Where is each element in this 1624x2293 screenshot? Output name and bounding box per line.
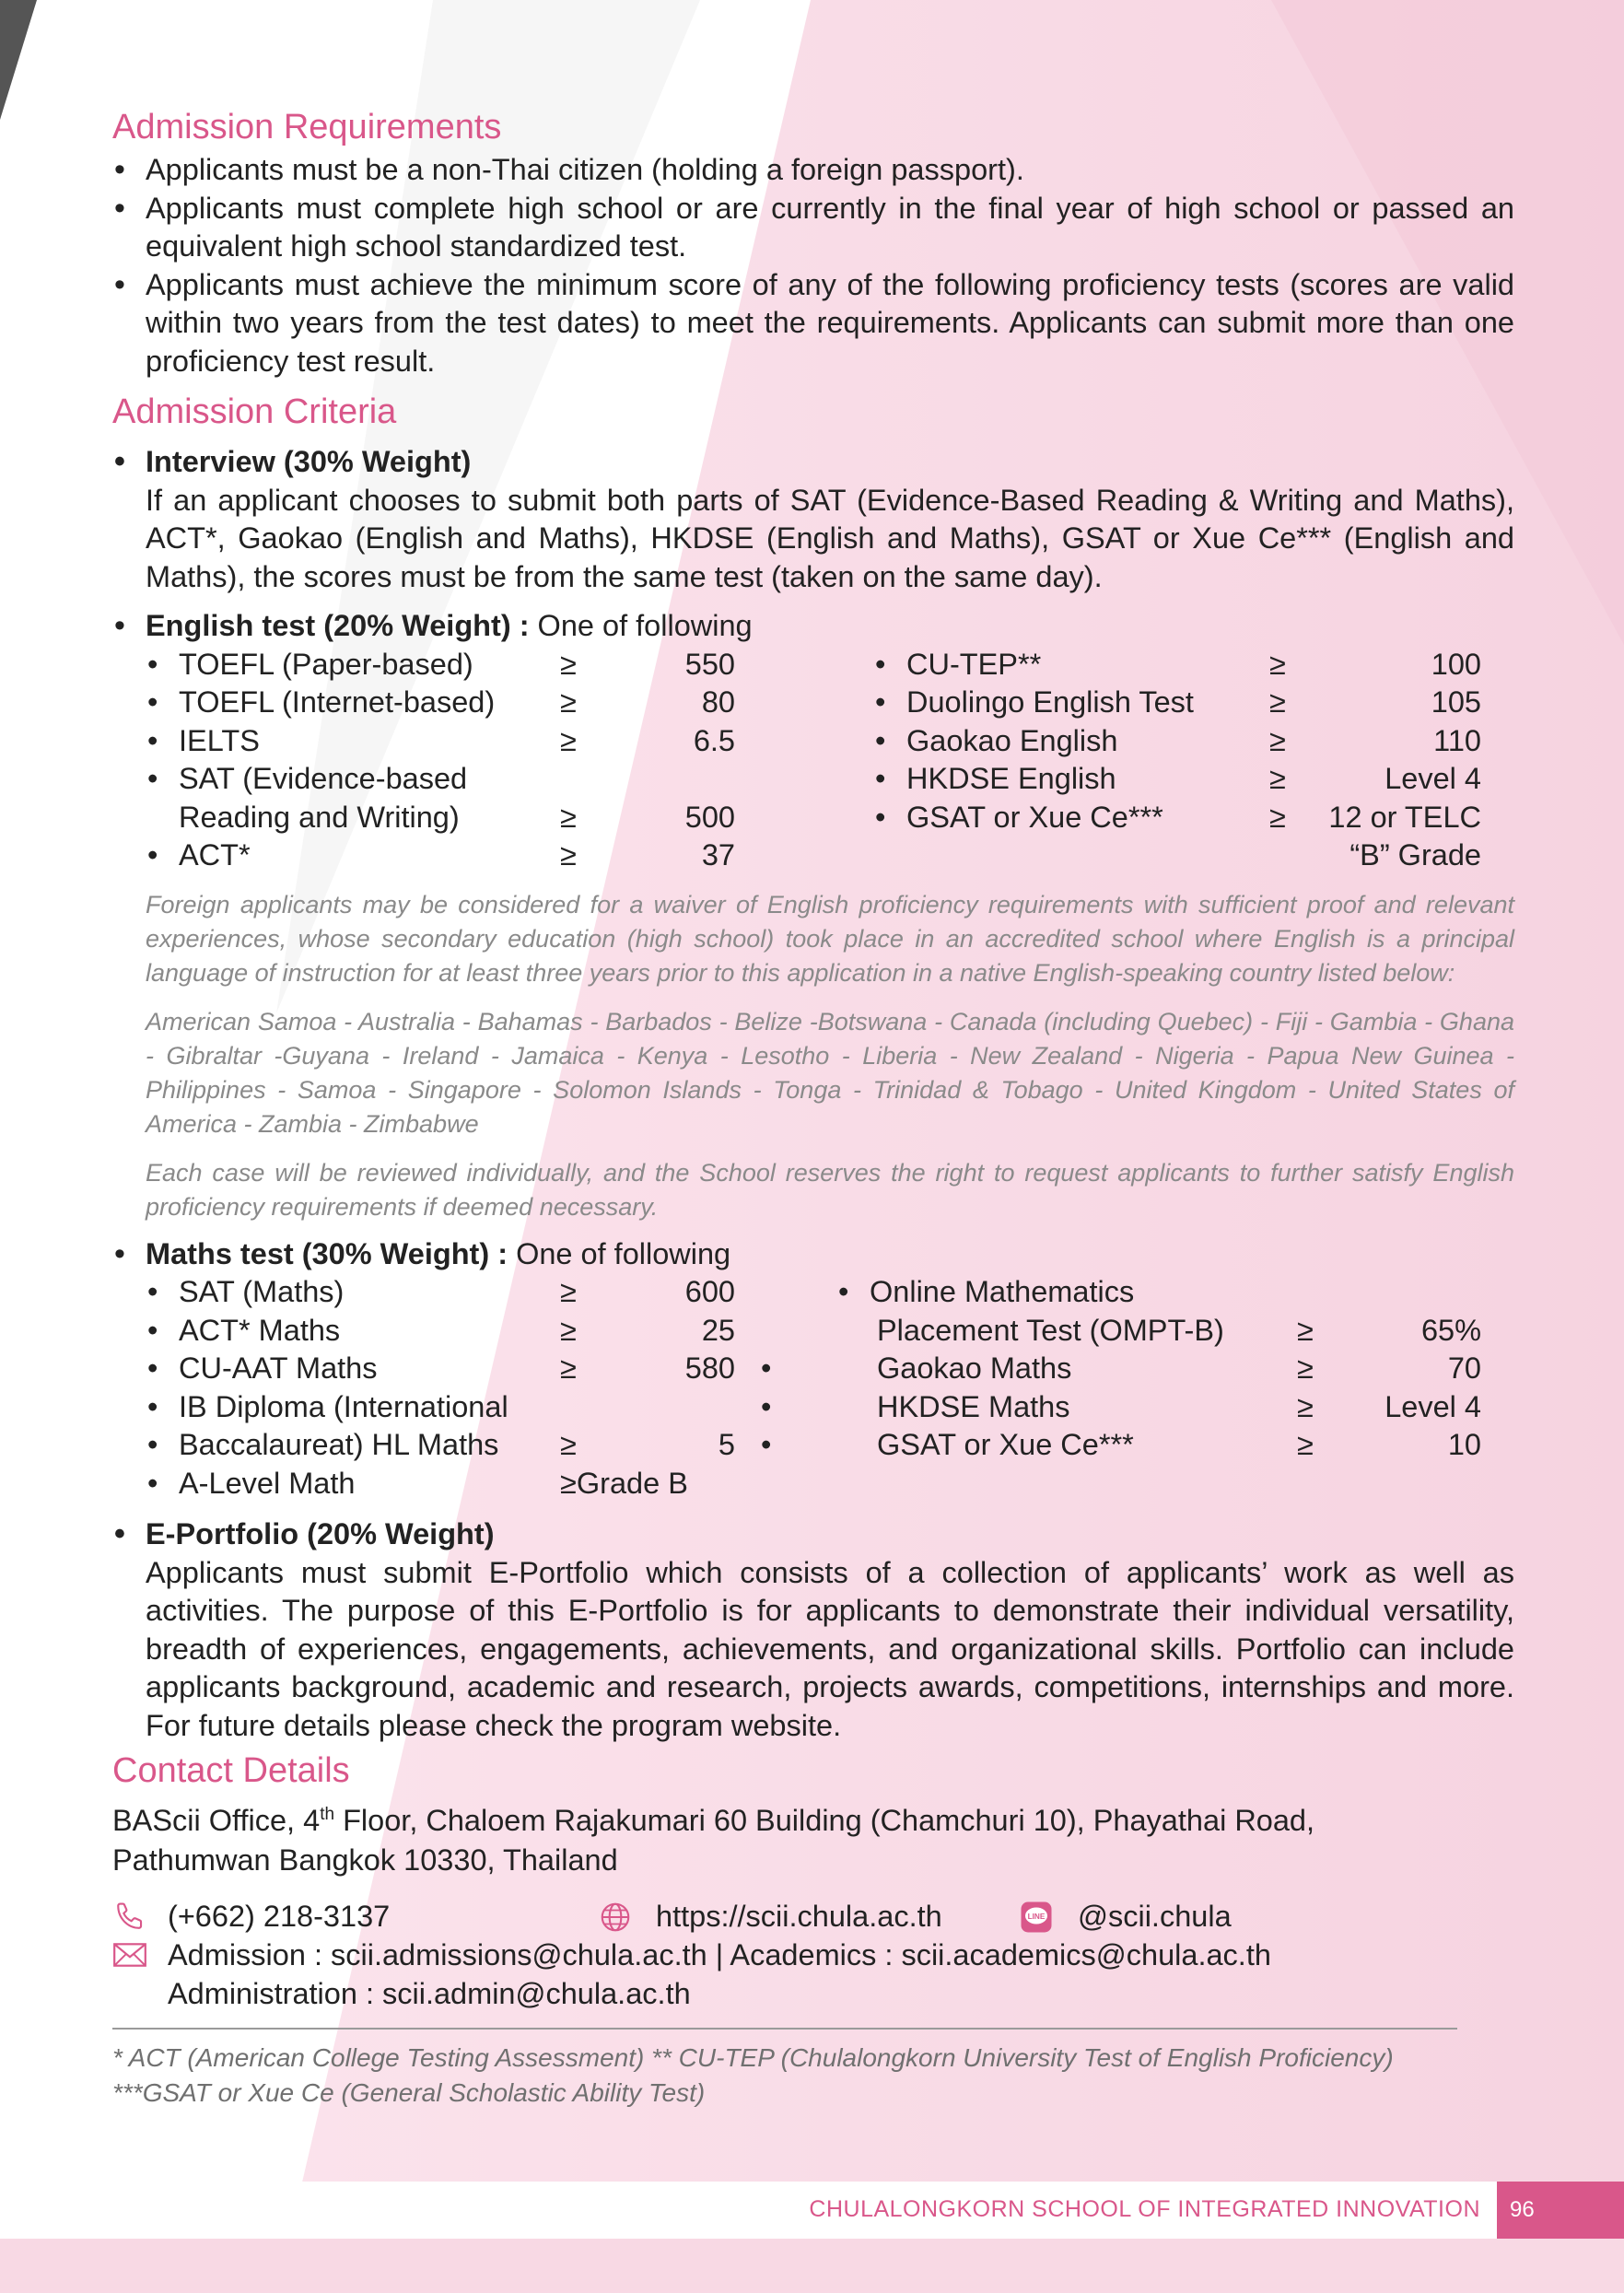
test-score: 5 (718, 1428, 735, 1461)
bullet-dot: • (147, 1313, 158, 1347)
bullet-dot: • (147, 838, 158, 872)
ge-symbol: ≥ (560, 838, 577, 872)
ge-symbol: ≥ (1297, 1389, 1314, 1423)
bullet-dot: • (875, 685, 886, 719)
bullet-dot: • (875, 647, 886, 681)
ge-symbol: ≥ (560, 685, 577, 719)
english-test-left-column (146, 646, 735, 875)
ge-symbol: ≥ (560, 800, 577, 834)
test-score: 100 (1431, 647, 1481, 681)
bullet-dot: • (147, 762, 158, 795)
test-name: Reading and Writing) (179, 800, 460, 834)
english-review-note: Each case will be reviewed individually, and the School reserves the right to request applicants to further satisfy English proficiency requirements if deemed necessary. (146, 1158, 1514, 1221)
maths-test-row (761, 1350, 1481, 1388)
test-name: GSAT or Xue Ce*** (906, 800, 1163, 834)
test-name: Baccalaureat) HL Maths (179, 1428, 499, 1461)
test-score: 65% (1420, 1313, 1481, 1347)
test-score: 80 (701, 685, 735, 719)
test-score: 6.5 (693, 723, 735, 757)
test-name: TOEFL (Internet-based) (179, 685, 496, 719)
test-name: HKDSE English (906, 762, 1116, 795)
contact-details-title: Contact Details (112, 1751, 350, 1790)
phone-number[interactable]: (+662) 218-3137 (168, 1899, 391, 1933)
test-name: Placement Test (OMPT-B) (877, 1313, 1224, 1347)
english-test-table (146, 646, 1514, 875)
admission-criteria-title: Admission Criteria (112, 392, 397, 431)
maths-test-row (146, 1388, 735, 1427)
ge-symbol: ≥ (560, 1313, 577, 1347)
bullet-dot: • (147, 1275, 158, 1308)
bullet-dot: • (838, 1275, 849, 1308)
contact-row-admin (112, 1974, 1514, 2013)
test-name: CU-TEP** (906, 647, 1042, 681)
test-score: 580 (684, 1351, 735, 1385)
test-score: 600 (684, 1275, 735, 1308)
ge-symbol: ≥ (1297, 1313, 1314, 1347)
test-score: 500 (684, 800, 735, 834)
maths-test-row (146, 1312, 735, 1351)
bullet-dot: • (147, 647, 158, 681)
maths-test-row (761, 1388, 1481, 1427)
interview-text: If an applicant chooses to submit both parts of SAT (Evidence-Based Reading & Writing and Maths), ACT*, Gaokao (English and Maths), HKDSE (English and Maths), GSAT or Xue Ce*** (English and Maths), the scores must be from the same test (taken on the same day). (146, 483, 1514, 593)
requirement-item: • Applicants must complete high school or are currently in the final year of high school or passed an equivalent high school standardized test. (112, 190, 1514, 266)
ge-symbol: ≥ (560, 1275, 577, 1308)
english-countries-note: American Samoa - Australia - Bahamas - Barbados - Belize -Botswana - Canada (including Quebec) - Fiji - Gambia - Ghana - Gibraltar -Guyana - Ireland - Jamaica - Kenya - Lesotho - Liberia - New Zealand - Nigeria - Papua New Guinea - Philippines - Samoa - Singapore - Solomon Islands - Tonga - Trinidad & Tobago - United Kingdom - United States of America - Zambia - Zimbabwe (146, 1007, 1514, 1138)
english-test-row (873, 799, 1481, 837)
test-score: 550 (684, 647, 735, 681)
english-test-row (146, 722, 735, 761)
test-name: TOEFL (Paper-based) (179, 647, 473, 681)
footnote-divider (112, 2028, 1457, 2030)
test-name: A-Level Math (179, 1466, 356, 1500)
maths-test-row (146, 1465, 735, 1503)
test-name: GSAT or Xue Ce*** (877, 1428, 1134, 1461)
contact-address-line1 (112, 1795, 1514, 1841)
maths-test-suffix: One of following (508, 1236, 731, 1270)
bullet-dot: • (761, 1428, 772, 1461)
test-name: CU-AAT Maths (179, 1351, 378, 1385)
email-admissions-academics[interactable]: Admission : scii.admissions@chula.ac.th | Academics : scii.academics@chula.ac.th (168, 1937, 1271, 1971)
ge-symbol: ≥ (1269, 762, 1286, 795)
address-superscript: th (320, 1805, 335, 1824)
requirements-list (112, 151, 1514, 380)
test-score: 25 (701, 1313, 735, 1347)
english-waiver-note: Foreign applicants may be considered for a waiver of English proficiency requirements with sufficient proof and relevant experiences, whose secondary education (high school) took place in an accredited school where English is a principal language of instruction for at least three years prior to this application in a native English-speaking country listed below: (146, 890, 1514, 987)
test-name: HKDSE Maths (877, 1389, 1070, 1423)
test-name: ACT* (179, 838, 251, 872)
interview-heading: • Interview (30% Weight) (112, 443, 1514, 482)
line-app-icon (1020, 1901, 1053, 1934)
line-icon-text: LINE (1027, 1912, 1046, 1921)
test-score: 105 (1431, 685, 1481, 719)
footnote-divider-wrap (112, 2017, 1514, 2041)
maths-test-row (761, 1426, 1481, 1465)
maths-test-title: Maths test (30% Weight) : (146, 1236, 508, 1270)
test-score: “B” Grade (1349, 838, 1481, 872)
bullet-dot: • (147, 1428, 158, 1461)
line-id[interactable]: @scii.chula (1078, 1899, 1232, 1933)
ge-symbol: ≥ (1269, 647, 1286, 681)
test-score: Level 4 (1384, 762, 1481, 795)
page-number: 96 (1497, 2182, 1624, 2239)
test-score: 12 or TELC (1328, 800, 1481, 834)
english-test-suffix: One of following (529, 609, 753, 642)
bullet-dot: • (875, 800, 886, 834)
portfolio-text: Applicants must submit E-Portfolio which consists of a collection of applicants’ work as well as activities. The purpose of this E-Portfolio is for applicants to demonstrate their individual versatility, breadth of experiences, engagements, achievements, and organizational skills. Portfolio can include applicants background, academic and research, projects awards, competitions, internships and more. For future details please check the program website. (146, 1555, 1514, 1742)
ge-symbol: ≥ (560, 723, 577, 757)
contact-address-line2: Pathumwan Bangkok 10330, Thailand (112, 1843, 618, 1877)
phone-icon (114, 1901, 146, 1932)
english-test-row (146, 760, 735, 799)
english-test-row (873, 722, 1481, 761)
maths-test-row (146, 1350, 735, 1388)
contact-row-email (112, 1936, 1514, 1974)
ge-symbol: ≥ (560, 1351, 577, 1385)
footer-school-name: CHULALONGKORN SCHOOL OF INTEGRATED INNOVATION (809, 2196, 1480, 2222)
english-test-row (873, 684, 1481, 722)
requirement-item: • Applicants must achieve the minimum score of any of the following proficiency tests (scores are valid within two years from the test dates) to meet the requirements. Applicants can submit more than one proficiency test result. (112, 266, 1514, 381)
test-name: Online Mathematics (870, 1275, 1135, 1308)
test-score: 110 (1433, 723, 1481, 757)
test-score: 10 (1447, 1428, 1481, 1461)
page-footer (0, 2182, 1624, 2239)
test-score: ≥Grade B (560, 1466, 688, 1500)
english-test-title: English test (20% Weight) : (146, 609, 530, 642)
bullet-dot: • (147, 723, 158, 757)
test-name: IELTS (179, 723, 260, 757)
bullet-dot: • (147, 1389, 158, 1423)
test-score: 37 (701, 838, 735, 872)
bullet-dot: • (875, 723, 886, 757)
address-part: BAScii Office, 4 (112, 1803, 321, 1837)
maths-test-row (146, 1426, 735, 1465)
email-administration[interactable]: Administration : scii.admin@chula.ac.th (168, 1976, 691, 2010)
page-content (112, 103, 1514, 2111)
maths-test-row (146, 1273, 735, 1312)
test-name: Gaokao Maths (877, 1351, 1072, 1385)
address-part: Floor, Chaloem Rajakumari 60 Building (Chamchuri 10), Phayathai Road, (334, 1803, 1315, 1837)
maths-test-table (146, 1273, 1514, 1503)
test-name: ACT* Maths (179, 1313, 341, 1347)
bullet-dot: • (147, 1351, 158, 1385)
admission-requirements-title: Admission Requirements (112, 108, 502, 146)
english-test-row (873, 760, 1481, 799)
footnote-line2: ***GSAT or Xue Ce (General Scholastic Ability Test) (112, 2077, 706, 2107)
test-name: IB Diploma (International (179, 1389, 508, 1423)
maths-test-left-column (146, 1273, 735, 1503)
english-test-row (146, 646, 735, 684)
ge-symbol: ≥ (560, 647, 577, 681)
globe-icon (599, 1901, 632, 1934)
ge-symbol: ≥ (560, 1428, 577, 1461)
maths-test-heading (112, 1235, 1514, 1274)
english-test-row (873, 646, 1481, 684)
maths-test-row (836, 1312, 1481, 1351)
maths-test-right-column (761, 1273, 1481, 1465)
requirement-item: • Applicants must be a non-Thai citizen (holding a foreign passport). (112, 151, 1514, 190)
ge-symbol: ≥ (1269, 723, 1286, 757)
mail-icon (112, 1939, 147, 1971)
contact-row-phone (112, 1897, 1514, 1936)
english-test-row (146, 836, 735, 875)
bullet-dot: • (761, 1389, 772, 1423)
ge-symbol: ≥ (1297, 1428, 1314, 1461)
portfolio-heading: • E-Portfolio (20% Weight) (112, 1515, 1514, 1554)
bullet-dot: • (875, 762, 886, 795)
english-test-row (146, 799, 735, 837)
english-test-heading (112, 607, 1514, 646)
maths-test-row (836, 1273, 1481, 1312)
test-name: Duolingo English Test (906, 685, 1194, 719)
ge-symbol: ≥ (1269, 800, 1286, 834)
english-test-right-column (873, 646, 1481, 875)
ge-symbol: ≥ (1269, 685, 1286, 719)
test-score: Level 4 (1384, 1389, 1481, 1423)
bullet-dot: • (147, 685, 158, 719)
test-score: 70 (1447, 1351, 1481, 1385)
bullet-dot: • (761, 1351, 772, 1385)
ge-symbol: ≥ (1297, 1351, 1314, 1385)
bullet-dot: • (147, 1466, 158, 1500)
english-test-row (146, 684, 735, 722)
footnote-line1: * ACT (American College Testing Assessment) ** CU-TEP (Chulalongkorn University Test of English Proficiency) (112, 2042, 1394, 2072)
test-name: SAT (Evidence-based (179, 762, 468, 795)
test-name: SAT (Maths) (179, 1275, 345, 1308)
english-test-row (873, 836, 1481, 875)
test-name: Gaokao English (906, 723, 1118, 757)
website-link[interactable]: https://scii.chula.ac.th (656, 1899, 942, 1933)
contact-rows (112, 1897, 1514, 2017)
